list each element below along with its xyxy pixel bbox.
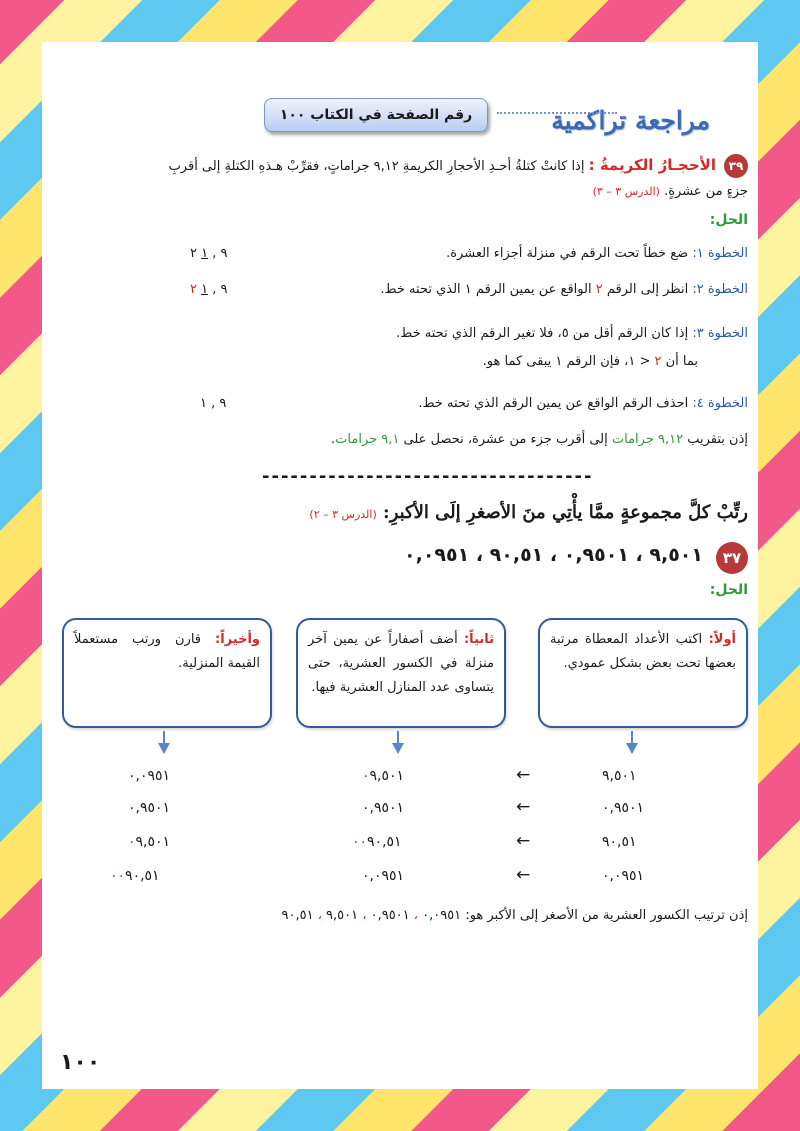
box-second-text: أضف أصفاراً عن يمين آخر منزلة في الكسور العشرية، حتى يتساوى عدد المنازل العشرية فيها. — [308, 632, 494, 695]
page-number: ١٠٠ — [60, 1050, 101, 1075]
q39-text-line2: جزءٍ من عشرةٍ. — [664, 184, 748, 199]
step-2-text-pre: انظر إلى الرقم — [606, 282, 689, 297]
sorted-value: ٠٩,٥٠١ — [128, 834, 171, 850]
original-value: ٠,٩٥٠١ — [602, 800, 645, 816]
step-1-label: الخطوة ١: — [692, 246, 748, 261]
final-order — [282, 908, 749, 923]
q37-numbers: ٩,٥٠١ ، ٠,٩٥٠١ ، ٩٠,٥١ ، ٠,٠٩٥١ — [404, 544, 703, 566]
step-1 — [446, 246, 748, 261]
sorted-value: ٠٠٩٠,٥١ — [110, 868, 160, 884]
conclusion-pre: إذن بتقريب — [687, 432, 748, 447]
original-value: ٠,٠٩٥١ — [602, 868, 645, 884]
step-4-text: احذف الرقم الواقع عن يمين الرقم الذي تحته خط. — [418, 396, 689, 411]
step-3-sub — [483, 354, 698, 369]
arrow-down-1 — [626, 731, 638, 754]
final-value-4: ٩٠,٥١ — [281, 908, 314, 923]
step-2-highlight: ٢ — [595, 282, 603, 297]
box-second-label: ثانياً: — [463, 632, 495, 647]
q37-instruction — [309, 502, 748, 523]
step-3 — [396, 326, 748, 341]
step-4-label: الخطوة ٤: — [692, 396, 748, 411]
title-dotted-line — [497, 112, 617, 114]
step-1-value: ٩ , ١ ٢ — [190, 246, 228, 261]
box-last-text: قارن ورتب مستعملاً القيمة المنزلية. — [74, 632, 260, 671]
step-3-sub-operator: < — [639, 354, 651, 369]
left-arrow: ← — [516, 765, 531, 785]
q39-text-line1: إذا كانتْ كتلةُ أحـدِ الأحجارِ الكريمةِ ٩,١٢ جراماتٍ، فقرِّبْ هـذهِ الكتلةِ إلى أقربِ — [168, 159, 585, 174]
final-value-3: ٩,٥٠١ — [326, 908, 359, 923]
q39-statement — [56, 156, 716, 174]
padded-value: ٠٩,٥٠١ — [362, 768, 405, 784]
step-box-first — [538, 618, 748, 728]
step-3-label: الخطوة ٣: — [692, 326, 748, 341]
sorted-value: ٠,٠٩٥١ — [128, 768, 171, 784]
step-4-value: ٩ , ١ — [200, 396, 227, 411]
conclusion-mid: إلى أقرب جزء من عشرة، نحصل على — [403, 432, 608, 447]
box-last-label: وأخيراً: — [215, 632, 261, 647]
step-3-sub-pre: بما أن — [665, 354, 698, 369]
step-2-label: الخطوة ٢: — [692, 282, 748, 297]
left-arrow: ← — [516, 831, 531, 851]
q37-lesson-ref: (الدرس ٣ – ٢) — [309, 508, 377, 521]
step-3-text: إذا كان الرقم أقل من ٥، فلا تغير الرقم الذي تحته خط. — [396, 326, 689, 341]
final-separator-3: ، — [317, 908, 322, 923]
final-order-text: إذن ترتيب الكسور العشرية من الأصغر إلى الأكبر هو: — [465, 908, 748, 923]
padded-value: ٠,٠٩٥١ — [362, 868, 405, 884]
original-value: ٩٠,٥١ — [602, 834, 637, 850]
question-number-badge: ٣٩ — [724, 154, 748, 178]
section-divider: ----------------------------------- — [262, 466, 594, 487]
q39-conclusion — [331, 432, 748, 447]
step-3-sub-digit: ٢ — [654, 354, 662, 369]
step-1-text: ضع خطاً تحت الرقم في منزلة أجزاء العشرة. — [446, 246, 689, 261]
q37-solution-label: الحل: — [709, 582, 748, 598]
conclusion-end: . — [331, 432, 336, 447]
q39-title: الأحجـارُ الكريمةُ : — [588, 156, 716, 174]
step-2-value: ٩ , ١ ٢ — [190, 282, 228, 297]
step-4 — [418, 396, 748, 411]
question-number-badge-37: ٣٧ — [716, 542, 748, 574]
original-value: ٩,٥٠١ — [602, 768, 637, 784]
q39-lesson-ref: (الدرس ٣ – ٣) — [592, 185, 660, 198]
step-box-second — [296, 618, 506, 728]
box-first-text: اكتب الأعداد المعطاة مرتبة بعضها تحت بعض بشكل عمودي. — [550, 632, 736, 671]
sorted-value: ٠,٩٥٠١ — [128, 800, 171, 816]
book-page-badge: رقم الصفحة في الكتاب ١٠٠ — [264, 98, 488, 132]
step-2-text-post: الواقع عن يمين الرقم ١ الذي تحته خط. — [380, 282, 592, 297]
arrow-down-3 — [158, 731, 170, 754]
step-2 — [380, 282, 748, 297]
box-first-label: أولاً: — [708, 632, 736, 647]
final-separator-2: ، — [362, 908, 367, 923]
arrow-down-2 — [392, 731, 404, 754]
final-value-2: ٠,٩٥٠١ — [370, 908, 410, 923]
padded-value: ٠,٩٥٠١ — [362, 800, 405, 816]
q39-solution-label: الحل: — [709, 212, 748, 228]
conclusion-value-2: ٩,١ جرامات — [335, 432, 400, 447]
left-arrow: ← — [516, 797, 531, 817]
final-value-1: ٠,٠٩٥١ — [422, 908, 462, 923]
page-title: مراجعة تراكمية — [551, 106, 710, 135]
conclusion-value-1: ٩,١٢ جرامات — [611, 432, 684, 447]
worksheet-page — [42, 42, 758, 1089]
step-box-last — [62, 618, 272, 728]
step-3-sub-post: ١، فإن الرقم ١ يبقى كما هو. — [482, 354, 636, 369]
final-separator-1: ، — [413, 908, 418, 923]
q39-statement-line2 — [593, 184, 748, 199]
padded-value: ٠٠٩٠,٥١ — [352, 834, 402, 850]
q37-instruction-text: رتِّبْ كلَّ مجموعةٍ ممَّا يأْتِي منَ الأصغرِ إلَى الأكبرِ: — [383, 502, 748, 523]
left-arrow: ← — [516, 865, 531, 885]
